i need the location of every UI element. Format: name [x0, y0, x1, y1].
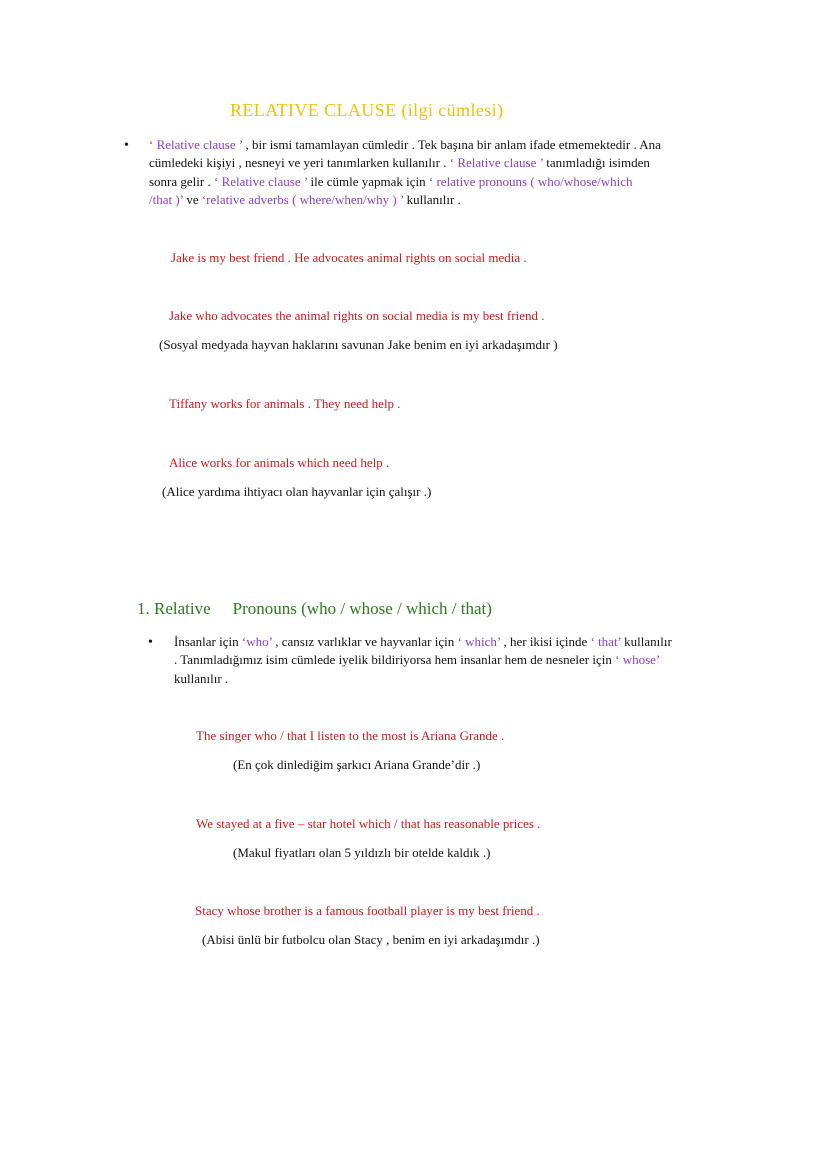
- text-run: sonra gelir .: [149, 173, 214, 189]
- translation: (Sosyal medyada hayvan haklarını savunan Jake benim en iyi arkadaşımdır ): [159, 337, 558, 352]
- highlighted-term: ‘ whose’: [615, 652, 661, 668]
- example-sentence: Stacy whose brother is a famous football player is my best friend .: [195, 903, 540, 918]
- text-run: . Tanımladığımız isim cümlede iyelik bildiriyorsa hem insanlar hem de nesneler için: [174, 652, 616, 668]
- highlighted-term: ‘who’: [241, 634, 272, 649]
- highlighted-term: ‘ that’: [590, 634, 621, 649]
- example-sentence: We stayed at a five – star hotel which / that has reasonable prices .: [196, 816, 541, 831]
- text-run: tanımladığı isimden: [542, 155, 650, 171]
- intro-line-1: [149, 136, 724, 154]
- text-run: ve: [183, 191, 202, 207]
- text-run: , cansız varlıklar ve hayvanlar için: [271, 634, 458, 649]
- example-sentence: The singer who / that I listen to the most is Ariana Grande .: [196, 728, 505, 743]
- intro-line-4: [149, 191, 724, 209]
- text-run: , her ikisi içinde: [500, 634, 591, 649]
- rule-paragraph: [174, 633, 739, 688]
- intro-paragraph: [149, 136, 724, 209]
- intro-line-3: [149, 173, 724, 191]
- highlighted-term: ‘ Relative clause ’: [149, 137, 243, 152]
- text-run: kullanılır: [620, 634, 672, 649]
- text-run: cümledeki kişiyi , nesneyi ve yeri tanımlarken kullanılır .: [149, 155, 450, 171]
- text-run: , bir ismi tamamlayan cümledir . Tek başına bir anlam ifade etmemektedir . Ana: [242, 137, 661, 152]
- rule-line-2: [174, 651, 739, 669]
- intro-bullet: •: [124, 138, 129, 153]
- example-sentence: Tiffany works for animals . They need help .: [169, 396, 401, 411]
- highlighted-term: ‘ Relative clause ’: [449, 155, 543, 171]
- example-sentence: Jake is my best friend . He advocates animal rights on social media .: [171, 250, 527, 265]
- rule-line-3: [174, 670, 739, 688]
- highlighted-term: ‘relative adverbs ( where/when/why ) ’: [201, 191, 404, 207]
- example-sentence: Alice works for animals which need help .: [169, 455, 390, 470]
- highlighted-term: ‘ Relative clause ’: [213, 173, 308, 189]
- translation: (En çok dinlediğim şarkıcı Ariana Grande’dir .): [233, 757, 481, 772]
- section-number: 1. Relative: [137, 599, 211, 618]
- translation: (Alice yardıma ihtiyacı olan hayvanlar için çalışır .): [162, 484, 432, 499]
- example-sentence: Jake who advocates the animal rights on social media is my best friend .: [169, 308, 545, 323]
- intro-line-2: [149, 154, 724, 172]
- translation: (Abisi ünlü bir futbolcu olan Stacy , benim en iyi arkadaşımdır .): [202, 932, 540, 947]
- section-title: Pronouns (who / whose / which / that): [232, 599, 492, 618]
- highlighted-term: /that )’: [149, 191, 184, 207]
- section-heading: [137, 599, 492, 619]
- highlighted-term: ‘ relative pronouns ( who/whose/which: [428, 173, 633, 189]
- text-run: kullanılır .: [403, 191, 461, 207]
- translation: (Makul fiyatları olan 5 yıldızlı bir otelde kaldık .): [233, 845, 491, 860]
- page-title: RELATIVE CLAUSE (ilgi cümlesi): [230, 100, 504, 120]
- highlighted-term: ‘ which’: [457, 634, 501, 649]
- text-run: kullanılır .: [174, 670, 229, 686]
- rule-line-1: [174, 633, 739, 651]
- rule-bullet: •: [148, 635, 153, 650]
- text-run: ile cümle yapmak için: [307, 173, 429, 189]
- text-run: İnsanlar için: [174, 634, 242, 649]
